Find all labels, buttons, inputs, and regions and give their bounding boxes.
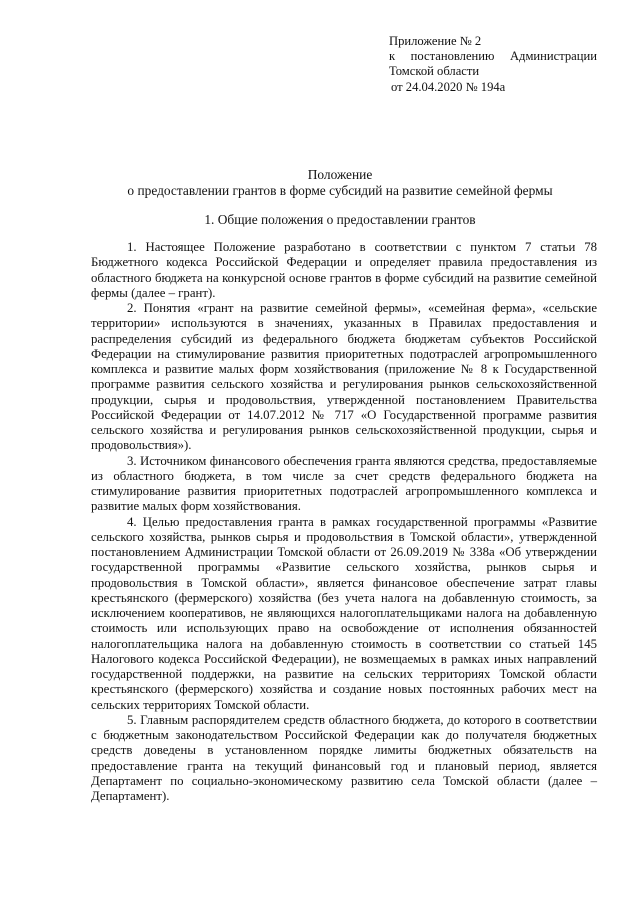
annex-number: Приложение № 2 bbox=[389, 34, 482, 48]
document-subtitle: о предоставлении грантов в форме субсидий на развитие семейной фермы bbox=[127, 183, 553, 198]
section-heading: 1. Общие положения о предоставлении грантов bbox=[204, 212, 476, 227]
annex-decree-line: к постановлению Администрации bbox=[389, 49, 597, 64]
body-text bbox=[91, 240, 597, 804]
paragraph-2: 2. Понятия «грант на развитие семейной фермы», «семейная ферма», «сельские территории» используются в значениях, указанных в Правилах предоставления и распределения субсидий из федерального бюджета бюджетам субъектов Российской Федерации на стимулирование развития приоритетных подотраслей агропромышленного комплекса и развитие малых форм хозяйствования (приложение № 8 к Государственной программе развития сельского хозяйства и регулирования рынков сельскохозяйственной продукции, сырья и продовольствия, утвержденной постановлением Правительства Российской Федерации от 14.07.2012 № 717 «О Государственной программе развития сельского хозяйства и регулирования рынков сельскохозяйственной продукции, сырья и продовольствия»). bbox=[91, 301, 597, 453]
paragraph-4: 4. Целью предоставления гранта в рамках государственной программы «Развитие сельского хозяйства, рынков сырья и продовольствия в Томской области», утвержденной постановлением Администрации Томской области от 26.09.2019 № 338а «Об утверждении государственной программы «Развитие сельского хозяйства, рынков сырья и продовольствия в Томской области», является финансовое обеспечение затрат главы крестьянского (фермерского) хозяйства (без учета налога на добавленную стоимость, за исключением кооперативов, не являющихся налогоплательщиками налога на добавленную стоимость или использующих право на освобождение от исполнения обязанностей налогоплательщика налога на добавленную стоимость в соответствии со статьей 145 Налогового кодекса Российской Федерации), не возмещаемых в рамках иных направлений государственной поддержки, на развитие на сельских территориях Томской области крестьянского (фермерского) хозяйства и создание новых постоянных рабочих мест на сельских территориях Томской области. bbox=[91, 514, 597, 712]
annex-region: Томской области bbox=[389, 64, 480, 79]
annex-date-number: от 24.04.2020 № 194а bbox=[391, 79, 506, 94]
paragraph-1: 1. Настоящее Положение разработано в соответствии с пунктом 7 статьи 78 Бюджетного кодекса Российской Федерации и определяет правила предоставления из областного бюджета на конкурсной основе грантов в форме субсидий на развитие семейной фермы (далее – грант). bbox=[91, 240, 597, 300]
annex-block bbox=[389, 34, 597, 95]
paragraph-3: 3. Источником финансового обеспечения гранта являются средства, предоставляемые из областного бюджета, в том числе за счет средств федерального бюджета на стимулирование развития приоритетных подотраслей агропромышленного комплекса и развитие малых форм хозяйствования. bbox=[91, 453, 597, 514]
paragraph-5: 5. Главным распорядителем средств областного бюджета, до которого в соответствии с бюджетным законодательством Российской Федерации как до получателя бюджетных средств доведены в установленном порядке лимиты бюджетных обязательств на предоставление гранта на текущий финансовый год и плановый период, является Департамент по социально-экономическому развитию села Томской области (далее – Департамент). bbox=[91, 712, 597, 803]
document-title: Положение bbox=[307, 167, 373, 182]
